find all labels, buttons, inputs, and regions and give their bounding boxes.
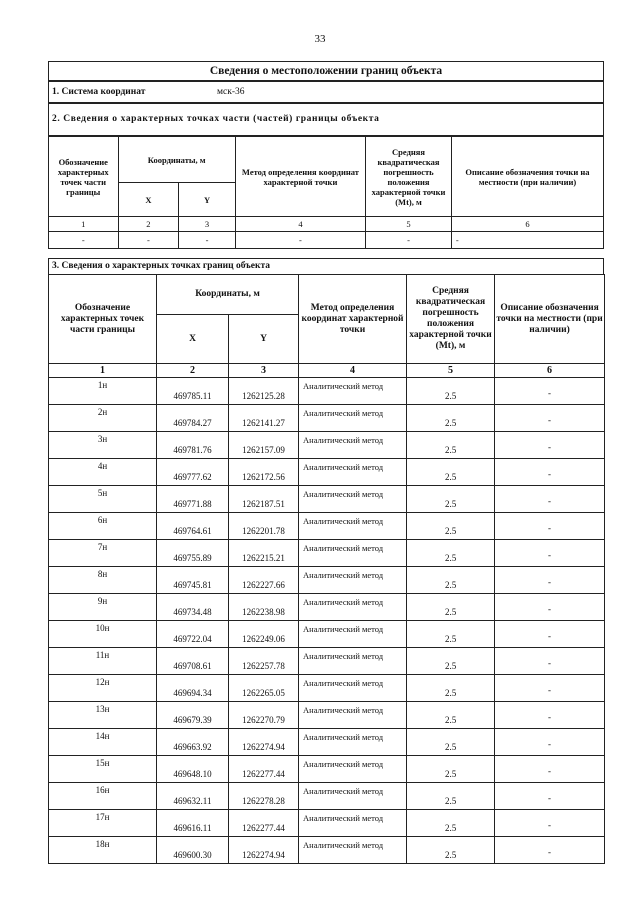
error-cell: 2.5 xyxy=(407,621,495,648)
method-cell: Аналитический метод xyxy=(299,540,407,567)
description-cell: - xyxy=(495,729,605,756)
coordinate-x: 469784.27 xyxy=(157,405,229,432)
empty-cell: - xyxy=(235,232,365,249)
coordinate-y: 1262278.28 xyxy=(229,783,299,810)
method-cell: Аналитический метод xyxy=(299,432,407,459)
coordinate-y: 1262172.56 xyxy=(229,459,299,486)
point-designation: 13н xyxy=(49,702,157,729)
table-row xyxy=(49,810,605,837)
header-error: Средняя квадратическая погрешность положения характерной точки (Mt), м xyxy=(407,275,495,364)
coordinate-y: 1262270.79 xyxy=(229,702,299,729)
point-designation: 8н xyxy=(49,567,157,594)
coordinate-x: 469648.10 xyxy=(157,756,229,783)
coordinate-y: 1262238.98 xyxy=(229,594,299,621)
method-cell: Аналитический метод xyxy=(299,729,407,756)
header-y: Y xyxy=(179,183,235,217)
error-cell: 2.5 xyxy=(407,486,495,513)
error-cell: 2.5 xyxy=(407,432,495,459)
error-cell: 2.5 xyxy=(407,702,495,729)
description-cell: - xyxy=(495,621,605,648)
method-cell: Аналитический метод xyxy=(299,405,407,432)
coordinate-x: 469781.76 xyxy=(157,432,229,459)
empty-cell: - xyxy=(49,232,119,249)
point-designation: 7н xyxy=(49,540,157,567)
point-designation: 2н xyxy=(49,405,157,432)
coordinate-system-label: 1. Система координат xyxy=(52,87,146,97)
empty-cell: - xyxy=(451,232,603,249)
coordinate-y: 1262125.28 xyxy=(229,378,299,405)
empty-cell: - xyxy=(118,232,179,249)
point-designation: 17н xyxy=(49,810,157,837)
error-cell: 2.5 xyxy=(407,648,495,675)
empty-cell: - xyxy=(366,232,452,249)
coordinate-y: 1262187.51 xyxy=(229,486,299,513)
coordinate-x: 469694.34 xyxy=(157,675,229,702)
header-y: Y xyxy=(229,315,299,364)
table-row xyxy=(49,378,605,405)
coordinate-x: 469600.30 xyxy=(157,837,229,864)
coordinate-x: 469755.89 xyxy=(157,540,229,567)
coordinate-y: 1262257.78 xyxy=(229,648,299,675)
method-cell: Аналитический метод xyxy=(299,594,407,621)
header-coordinates: Координаты, м xyxy=(118,137,235,183)
page-number: 33 xyxy=(314,33,326,45)
coordinate-y: 1262227.66 xyxy=(229,567,299,594)
coordinate-y: 1262157.09 xyxy=(229,432,299,459)
coordinate-x: 469745.81 xyxy=(157,567,229,594)
description-cell: - xyxy=(495,405,605,432)
column-number: 3 xyxy=(229,364,299,378)
description-cell: - xyxy=(495,486,605,513)
column-number: 6 xyxy=(495,364,605,378)
table-row xyxy=(49,756,605,783)
point-designation: 14н xyxy=(49,729,157,756)
empty-cell: - xyxy=(179,232,235,249)
coordinate-system-value: мск-36 xyxy=(217,87,245,97)
point-designation: 9н xyxy=(49,594,157,621)
coordinate-x: 469777.62 xyxy=(157,459,229,486)
point-designation: 15н xyxy=(49,756,157,783)
description-cell: - xyxy=(495,513,605,540)
header-designation: Обозначение характерных точек части границы xyxy=(49,275,157,364)
description-cell: - xyxy=(495,783,605,810)
header-method: Метод определения координат характерной точки xyxy=(235,137,365,217)
error-cell: 2.5 xyxy=(407,729,495,756)
table-row xyxy=(49,513,605,540)
table-row xyxy=(49,648,605,675)
error-cell: 2.5 xyxy=(407,405,495,432)
method-cell: Аналитический метод xyxy=(299,648,407,675)
header-error: Средняя квадратическая погрешность положения характерной точки (Mt), м xyxy=(366,137,452,217)
coordinate-y: 1262265.05 xyxy=(229,675,299,702)
point-designation: 18н xyxy=(49,837,157,864)
error-cell: 2.5 xyxy=(407,378,495,405)
point-designation: 10н xyxy=(49,621,157,648)
coordinate-x: 469616.11 xyxy=(157,810,229,837)
table-row xyxy=(49,405,605,432)
table-row xyxy=(49,702,605,729)
method-cell: Аналитический метод xyxy=(299,810,407,837)
coordinate-x: 469663.92 xyxy=(157,729,229,756)
column-number: 2 xyxy=(157,364,229,378)
point-designation: 1н xyxy=(49,378,157,405)
table-row xyxy=(49,783,605,810)
column-number: 2 xyxy=(118,217,179,232)
section-3-table xyxy=(48,274,605,864)
error-cell: 2.5 xyxy=(407,756,495,783)
coordinate-x: 469771.88 xyxy=(157,486,229,513)
header-description: Описание обозначения точки на местности (при наличии) xyxy=(495,275,605,364)
column-number: 1 xyxy=(49,217,119,232)
document-title: Сведения о местоположении границ объекта xyxy=(48,61,604,81)
point-designation: 3н xyxy=(49,432,157,459)
column-number: 5 xyxy=(366,217,452,232)
error-cell: 2.5 xyxy=(407,837,495,864)
coordinate-x: 469632.11 xyxy=(157,783,229,810)
point-designation: 5н xyxy=(49,486,157,513)
table-row xyxy=(49,486,605,513)
header-method: Метод определения координат характерной точки xyxy=(299,275,407,364)
point-designation: 4н xyxy=(49,459,157,486)
error-cell: 2.5 xyxy=(407,675,495,702)
point-designation: 11н xyxy=(49,648,157,675)
error-cell: 2.5 xyxy=(407,459,495,486)
description-cell: - xyxy=(495,540,605,567)
point-designation: 6н xyxy=(49,513,157,540)
coordinate-y: 1262201.78 xyxy=(229,513,299,540)
coordinate-y: 1262141.27 xyxy=(229,405,299,432)
section-3-heading: 3. Сведения о характерных точках границ объекта xyxy=(48,258,604,275)
method-cell: Аналитический метод xyxy=(299,486,407,513)
coordinate-x: 469722.04 xyxy=(157,621,229,648)
description-cell: - xyxy=(495,567,605,594)
column-number: 1 xyxy=(49,364,157,378)
table-row xyxy=(49,621,605,648)
column-number: 3 xyxy=(179,217,235,232)
coordinate-y: 1262277.44 xyxy=(229,810,299,837)
coordinate-x: 469734.48 xyxy=(157,594,229,621)
method-cell: Аналитический метод xyxy=(299,783,407,810)
error-cell: 2.5 xyxy=(407,594,495,621)
method-cell: Аналитический метод xyxy=(299,378,407,405)
method-cell: Аналитический метод xyxy=(299,513,407,540)
description-cell: - xyxy=(495,675,605,702)
description-cell: - xyxy=(495,594,605,621)
header-coordinates: Координаты, м xyxy=(157,275,299,315)
error-cell: 2.5 xyxy=(407,567,495,594)
column-number: 4 xyxy=(299,364,407,378)
error-cell: 2.5 xyxy=(407,783,495,810)
coordinate-x: 469679.39 xyxy=(157,702,229,729)
method-cell: Аналитический метод xyxy=(299,621,407,648)
header-description: Описание обозначения точки на местности (при наличии) xyxy=(451,137,603,217)
coordinate-y: 1262274.94 xyxy=(229,729,299,756)
error-cell: 2.5 xyxy=(407,513,495,540)
table-row xyxy=(49,729,605,756)
coordinate-x: 469708.61 xyxy=(157,648,229,675)
table-row xyxy=(49,459,605,486)
method-cell: Аналитический метод xyxy=(299,567,407,594)
table-row xyxy=(49,837,605,864)
table-row xyxy=(49,567,605,594)
column-number: 5 xyxy=(407,364,495,378)
coordinate-y: 1262215.21 xyxy=(229,540,299,567)
description-cell: - xyxy=(495,459,605,486)
coordinate-y: 1262274.94 xyxy=(229,837,299,864)
section-2-table xyxy=(48,136,604,249)
coordinate-y: 1262249.06 xyxy=(229,621,299,648)
description-cell: - xyxy=(495,810,605,837)
coordinate-x: 469785.11 xyxy=(157,378,229,405)
table-row xyxy=(49,540,605,567)
coordinate-y: 1262277.44 xyxy=(229,756,299,783)
method-cell: Аналитический метод xyxy=(299,837,407,864)
table-row xyxy=(49,432,605,459)
column-number: 4 xyxy=(235,217,365,232)
description-cell: - xyxy=(495,837,605,864)
method-cell: Аналитический метод xyxy=(299,675,407,702)
table-row xyxy=(49,594,605,621)
method-cell: Аналитический метод xyxy=(299,756,407,783)
description-cell: - xyxy=(495,648,605,675)
coordinate-x: 469764.61 xyxy=(157,513,229,540)
header-designation: Обозначение характерных точек части границы xyxy=(49,137,119,217)
coordinate-system-row xyxy=(48,81,604,103)
description-cell: - xyxy=(495,756,605,783)
error-cell: 2.5 xyxy=(407,810,495,837)
method-cell: Аналитический метод xyxy=(299,459,407,486)
section-2-heading: 2. Сведения о характерных точках части (частей) границы объекта xyxy=(48,103,604,136)
points-body xyxy=(49,378,605,864)
description-cell: - xyxy=(495,432,605,459)
header-x: X xyxy=(118,183,179,217)
point-designation: 12н xyxy=(49,675,157,702)
method-cell: Аналитический метод xyxy=(299,702,407,729)
description-cell: - xyxy=(495,378,605,405)
point-designation: 16н xyxy=(49,783,157,810)
header-x: X xyxy=(157,315,229,364)
description-cell: - xyxy=(495,702,605,729)
table-row xyxy=(49,675,605,702)
column-number: 6 xyxy=(451,217,603,232)
error-cell: 2.5 xyxy=(407,540,495,567)
